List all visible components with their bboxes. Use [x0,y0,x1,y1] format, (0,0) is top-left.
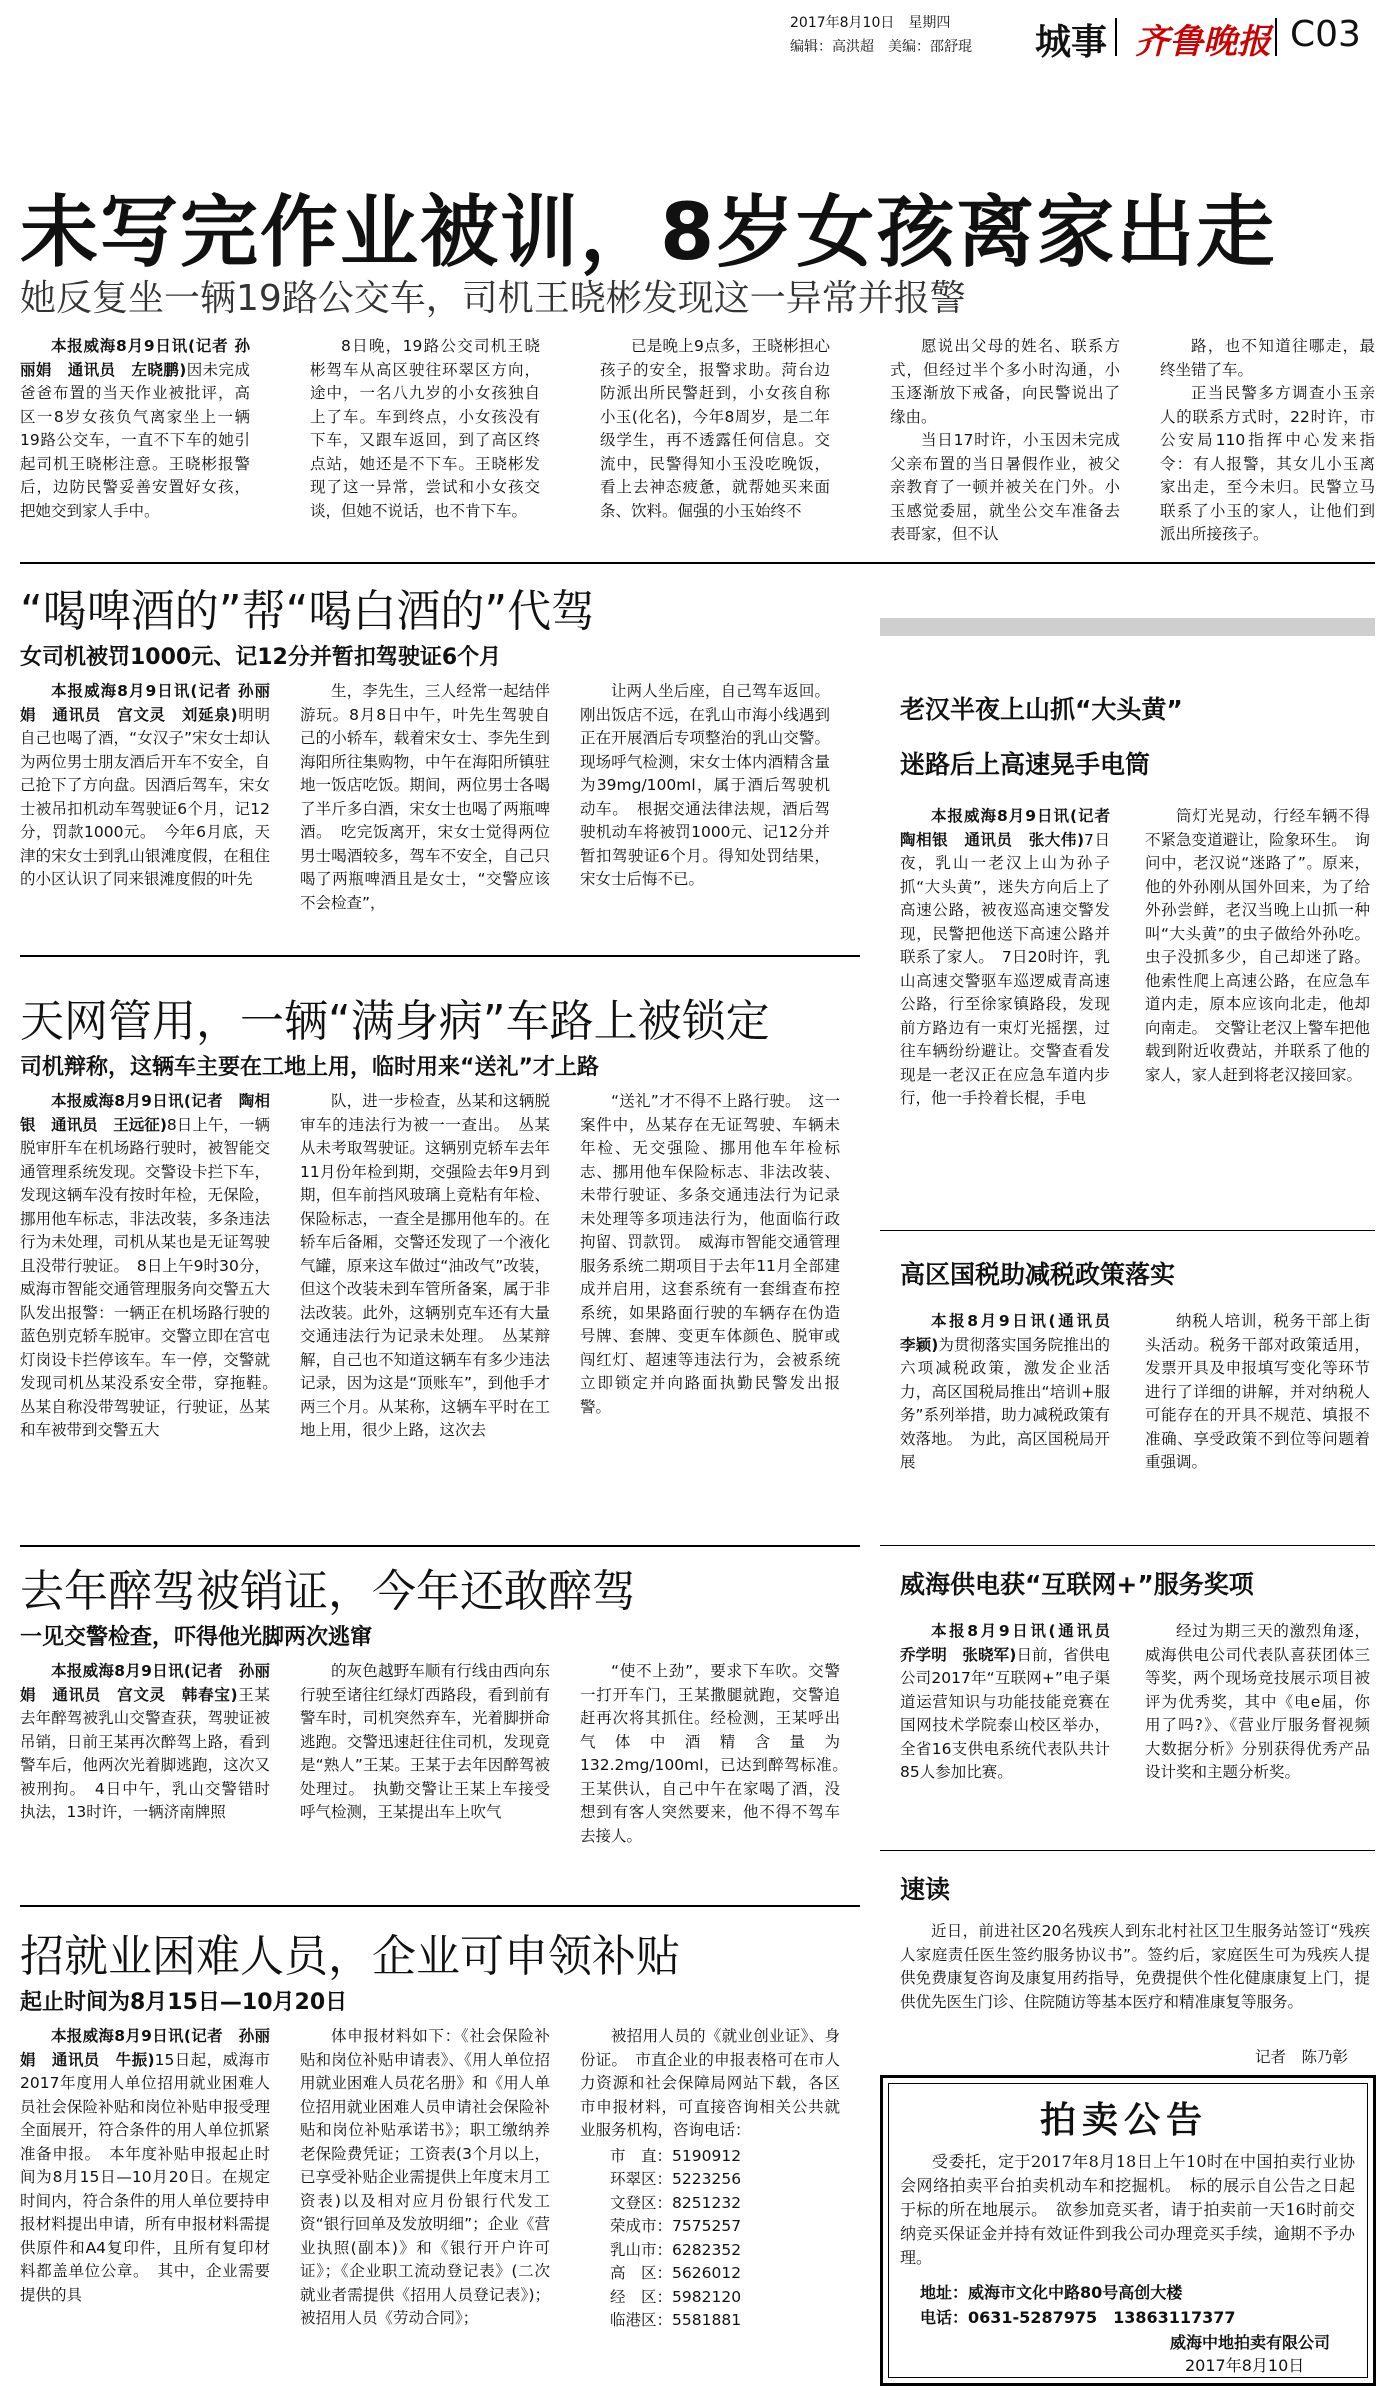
story2-title: “喝啤酒的”帮“喝白酒的”代驾 [20,586,596,637]
auction-phone: 电话：0631-5287975 13863117377 [920,2308,1236,2327]
story8-title: 速读 [900,1875,951,1904]
story3-band [880,618,1375,636]
story2-subtitle: 女司机被罚1000元、记12分并暂扣驾驶证6个月 [20,645,502,670]
section-name: 城事 [1035,22,1108,63]
story7-byline: 本报8月9日讯(通讯员 乔学明 张晓军) [900,1622,1126,1664]
story1-title: 未写完作业被训，8岁女孩离家出走 [20,188,1277,278]
phone-row: 荣成市：7575257 [610,2217,742,2235]
auction-body: 受委托，定于2017年8月18日上午10时在中国拍卖行业协会网络拍卖平台拍卖机动车和挖掘机。 标的展示自公告之日起于标的所在地展示。 欲参加竞买者，请于拍卖前一天16时前交纳竞买保证金并持有效证件到我公司办理竞买手续，逾期不予办理。 [900,2152,1355,2267]
story6-subtitle: 一见交警检查，吓得他光脚两次逃窜 [20,1625,373,1650]
masthead [0,0,1395,70]
story4-col-3: “送礼”才不得不上路行驶。 这一案件中，丛某存在无证驾驶、车辆未年检、无交强险、挪用他车年检标志、挪用他车保险标志、非法改装、未带行驶证、多条交通违法行为记录未处理等多项违法行为，他面临行政拘留、罚款罚。 威海市智能交通管理服务系统二期项目于去年11月全部建成并启用，这套系统有一套缉查布控系统，如果路面行驶的车辆存在伪造号牌、套牌、变更车体颜色、脱审或闯红灯、超速等违法行为，会被系统立即锁定并向路面执勤民警发出报警。 [580,1092,840,1416]
story4-subtitle: 司机辩称，这辆车主要在工地上用，临时用来“送礼”才上路 [20,1055,599,1080]
story1-col-2: 8日晚，19路公交司机王晓彬驾车从高区驶往环翠区方向，途中，一名八九岁的小女孩独自上了车。车到终点，小女孩没有下车，又跟车返回，到了高区终点站，她还是不下车。王晓彬发现了这一异常，尝试和小女孩交谈，但她不说话，也不肯下车。 [310,337,540,520]
story9-col-3: 被招用人员的《就业创业证》、身份证。 市直企业的申报表格可在市人力资源和社会保障局网站下载，各区市申报材料，可直接咨询相关公共就业服务机构，咨询电话： 市 直：5190912 环翠区：5223256 文登区：8251232 荣成市：7575257 乳山市：6282352 高 区：5626012 经 区：5982120 临港区：5581881 [580,2025,840,2385]
story5-byline: 本报8月9日讯(通讯员 李颖) [900,1312,1126,1354]
story6-byline: 本报威海8月9日讯(记者 孙丽娟 通讯员 宫文灵 韩春宝) [20,1662,270,1704]
brand-logo: 齐鲁晚报 [1135,22,1271,62]
story3-col-2: 筒灯光晃动，行经车辆不得不紧急变道避让，险象环生。 询问中，老汉说“迷路了”。原来，他的外孙刚从国外回来，为了给外孙尝鲜，老汉当晚上山抓一种叫“大头黄”的虫子做给外孙吃。虫子没抓多少，自己却迷了路。他索性爬上高速公路，在应急车道内走，原本应该向北走，他却向南走。 交警让老汉上警车把他载到附近收费站，并联系了他的家人，家人赶到将老汉接回家。 [1145,807,1370,1084]
page-number: C03 [1290,14,1361,55]
story3-byline: 本报威海8月9日讯(记者 陶相银 通讯员 张大伟) [900,807,1126,849]
story2-byline: 本报威海8月9日讯(记者 孙丽娟 通讯员 宫文灵 刘延泉) [20,682,270,724]
editor-credits: 编辑：高洪超 美编：邵舒琨 [790,39,972,55]
story7-col-1: 本报8月9日讯(通讯员 乔学明 张晓军)日前，省供电公司2017年“互联网+”电子渠道运营知识与功能技能竞赛在国网技术学院泰山校区举办，全省16支供电系统代表队共计85人参加比赛。 [900,1622,1126,1781]
story6-col-1: 本报威海8月9日讯(记者 孙丽娟 通讯员 宫文灵 韩春宝)王某去年醉驾被乳山交警查获，驾驶证被吊销，日前王某再次醉驾上路，看到警车后，他两次光着脚逃跑，这次又被刑拘。 4日中午，乳山交警错时执法，13时许，一辆济南牌照 [20,1662,270,1821]
story3-subtitle: 迷路后上高速晃手电筒 [900,750,1151,779]
phone-row: 临港区：5581881 [610,2311,742,2329]
auction-company: 威海中地拍卖有限公司 [1170,2333,1331,2352]
phone-list [580,2145,840,2333]
story1-col-3: 已是晚上9点多，王晓彬担心孩子的安全，报警求助。菏台边防派出所民警赶到，小女孩自称小玉(化名)，今年8周岁，是二年级学生，再不透露任何信息。交流中，民警得知小玉没吃晚饭，看上去神态疲惫，就帮她买来面条、饮料。倔强的小玉始终不 [600,337,830,520]
auction-date: 2017年8月10日 [1185,2356,1305,2375]
story4-col-1: 本报威海8月9日讯(记者 陶相银 通讯员 王远征)8日上午，一辆脱审肝车在机场路行驶时，被智能交通管理系统发现。交警设卡拦下车，发现这辆车没有按时年检，无保险，挪用他车标志，非法改装，多条违法行为未处理，司机从某也是无证驾驶且没带行驶证。 8日上午9时30分，威海市智能交通管理服务向交警五大队发出报警：一辆正在机场路行驶的蓝色别克轿车脱审。交警立即在宫屯灯岗设卡拦停该车。车一停，交警就发现司机丛某没系安全带，穿拖鞋。 丛某自称没带驾驶证，行驶证，丛某和车被带到交警五大 [20,1092,286,1439]
story1-subtitle: 她反复坐一辆19路公交车，司机王晓彬发现这一异常并报警 [20,278,966,319]
story3-title: 老汉半夜上山抓“大头黄” [900,695,1183,724]
story8-byline: 记者 陈乃彰 [1255,2048,1349,2066]
story1-byline: 本报威海8月9日讯(记者 孙丽娟 通讯员 左晓鹏) [20,337,250,379]
story2-col-1: 本报威海8月9日讯(记者 孙丽娟 通讯员 宫文灵 刘延泉)明明自己也喝了酒，“女汉子”宋女士却认为两位男士朋友酒后开车不安全，自己抢下了方向盘。因酒后驾车，宋女士被吊扣机动车驾驶证6个月，记12分，罚款1000元。 今年6月底，天津的宋女士到乳山银滩度假，在租住的小区认识了同来银滩度假的叶先 [20,682,270,888]
auction-address: 地址：威海市文化中路80号高创大楼 [920,2283,1183,2302]
story9-col-1: 本报威海8月9日讯(记者 孙丽娟 通讯员 牛振)15日起，威海市2017年度用人单位招用就业困难人员社会保险补贴和岗位补贴申报受理全面展开，符合条件的用人单位抓紧准备申报。 本年度补贴申报起止时间为8月15日—10月20日。在规定时间内，符合条件的用人单位要持申报材料提出申请，所有申报材料需提供原件和A4复印件，且所有复印材料都盖单位公章。 其中，企业需要提供的具 [20,2027,270,2304]
story1-col-4: 愿说出父母的姓名、联系方式，但经过半个多小时沟通，小玉逐渐放下戒备，向民警说出了缘由。 当日17时许，小玉因未完成父亲布置的当日暑假作业，被父亲教育了一顿并被关在门外。小玉感觉委屈，就坐公交车准备去表哥家，但不认 [890,337,1120,543]
phone-row: 文登区：8251232 [610,2193,742,2212]
auction-title: 拍卖公告 [1040,2100,1209,2141]
issue-date: 2017年8月10日 星期四 [790,15,951,31]
story6-col-3: “使不上劲”，要求下车吹。交警一打开车门，王某撒腿就跑，交警追赶再次将其抓住。经检测，王某呼出气体中酒精含量为132.2mg/100ml，已达到醉驾标准。 王某供认，自己中午在家喝了酒，没想到有客人突然要来，他不得不驾车去接人。 [580,1662,856,1845]
story5-col-1: 本报8月9日讯(通讯员 李颖)为贯彻落实国务院推出的六项减税政策，激发企业活力，高区国税局推出“培训+服务”系列举措，助力减税政策有效落地。 为此，高区国税局开展 [900,1312,1126,1471]
story9-subtitle: 起止时间为8月15日—10月20日 [20,1990,348,2015]
phone-row: 环翠区：5223256 [610,2170,742,2188]
story4-title: 天网管用，一辆“满身病”车路上被锁定 [20,996,770,1047]
phone-row: 乳山市：6282352 [610,2240,742,2259]
story4-col-2: 队，进一步检查，丛某和这辆脱审车的违法行为被一一查出。 丛某从未考取驾驶证。这辆别克轿车去年11月份年检到期，交强险去年9月到期，但车前挡风玻璃上竟粘有年检、保险标志，一查全是挪用他车的。在轿车后备厢，交警还发现了一个液化气罐，原来这车做过“油改气”改装，但这个改装未到车管所备案，属于非法改装。此外，这辆别克车还有大量交通违法行为记录未处理。 丛某辩解，自己也不知道这辆车有多少违法记录，因为这是“顶账车”，到他手才两三个月。从某称，这辆车平时在工地上用，很少上路，这次去 [300,1092,550,1439]
phone-row: 经 区：5982120 [610,2287,742,2306]
story9-title: 招就业困难人员，企业可申领补贴 [20,1931,680,1982]
story3-col-1: 本报威海8月9日讯(记者 陶相银 通讯员 张大伟)7日夜，乳山一老汉上山为孙子抓“大头黄”，迷失方向后上了高速公路，被夜巡高速交警发现，民警把他送下高速公路并联系了家人。 7日20时许，乳山高速交警驱车巡逻威青高速公路，行至徐家镇路段，发现前方路边有一束灯光摇摆，过往车辆纷纷避让。交警查看发现是一老汉正在应急车道内步行，他一手拎着长棍，手电 [900,807,1126,1107]
story7-title: 威海供电获“互联网+”服务奖项 [900,1570,1254,1599]
story1-col-1: 本报威海8月9日讯(记者 孙丽娟 通讯员 左晓鹏)因未完成爸爸布置的当天作业被批评，高区一8岁女孩负气离家坐上一辆19路公交车，一直不下车的她引起司机王晓彬注意。王晓彬报警后，边防民警妥善安置好女孩，把她交到家人手中。 [20,337,250,520]
story8-body: 近日，前进社区20名残疾人到东北村社区卫生服务站签订“残疾人家庭责任医生签约服务协议书”。签约后，家庭医生可为残疾人提供免费康复咨询及康复用药指导，免费提供个性化健康康复上门，提供优先医生门诊、住院随访等基本医疗和精准康复等服务。 [900,1922,1370,2011]
story5-col-2: 纳税人培训，税务干部上街头活动。税务干部对政策适用，发票开具及申报填写变化等环节进行了详细的讲解，并对纳税人可能存在的开具不规范、填报不准确、享受政策不到位等问题着重强调。 [1145,1312,1370,1471]
story5-title: 高区国税助减税政策落实 [900,1260,1176,1289]
phone-row: 市 直：5190912 [610,2146,742,2165]
story1-col-5: 路，也不知道往哪走，最终坐错了车。 正当民警多方调查小玉亲人的联系方式时，22时许，市公安局110指挥中心发来指令：有人报警，其女儿小玉离家出走，至今未归。民警立马联系了小玉的家人，让他们到派出所接孩子。 [1160,337,1375,543]
story6-col-2: 的灰色越野车顺有行线由西向东行驶至诸往红绿灯西路段，看到前有警车时，司机突然弃车，光着脚拼命逃跑。交警迅速赶往住司机，发现竟是“熟人”王某。王某于去年因醉驾被处理过。 执勤交警让王某上车接受呼气检测，王某提出车上吹气 [300,1662,550,1821]
story9-col-2: 体申报材料如下：《社会保险补贴和岗位补贴申请表》、《用人单位招用就业困难人员花名册》和《用人单位招用就业困难人员申请社会保险补贴和岗位补贴承诺书》；职工缴纳养老保险费凭证；工资表(3个月以上，已享受补贴企业需提供上年度末月工资表)以及相对应月份银行代发工资“银行回单及发放明细”；企业《营业执照(副本)》和《银行开户许可证》；《企业职工流动登记表》(二次就业者需提供《招用人员登记表》)；被招用人员《劳动合同》； [300,2027,550,2327]
story2-col-3: 让两人坐后座，自己驾车返回。刚出饭店不远，在乳山市海小线遇到正在开展酒后专项整治的乳山交警。现场呼气检测，宋女士体内酒精含量为39mg/100ml，属于酒后驾驶机动车。 根据交通法律法规，酒后驾驶机动车将被罚1000元、记12分并暂扣驾驶证6个月。得知处罚结果，宋女士后悔不已。 [580,682,830,888]
phone-row: 高 区：5626012 [610,2264,742,2282]
story4-byline: 本报威海8月9日讯(记者 陶相银 通讯员 王远征) [20,1092,270,1134]
story2-col-2: 生，李先生，三人经常一起结伴游玩。8月8日中午，叶先生驾驶自己的小轿车，载着宋女士、李先生到海阳所往集购物，中午在海阳所镇驻地一饭店吃饭。期间，两位男士各喝了半斤多白酒，宋女士也喝了两瓶啤酒。 吃完饭离开，宋女士觉得两位男士喝酒较多，驾车不安全，自己只喝了两瓶啤酒且是女士，“交警应该不会检查”， [300,682,550,912]
story9-byline: 本报威海8月9日讯(记者 孙丽娟 通讯员 牛振) [20,2027,270,2069]
story6-title: 去年醉驾被销证，今年还敢醉驾 [20,1566,636,1617]
story7-col-2: 经过为期三天的激烈角逐，威海供电公司代表队喜获团体三等奖，两个现场竞技展示项目被评为优秀奖，其中《电e届，你用了吗?》、《营业厅服务督视频大数据分析》分别获得优秀产品设计奖和主题分析奖。 [1145,1622,1370,1781]
